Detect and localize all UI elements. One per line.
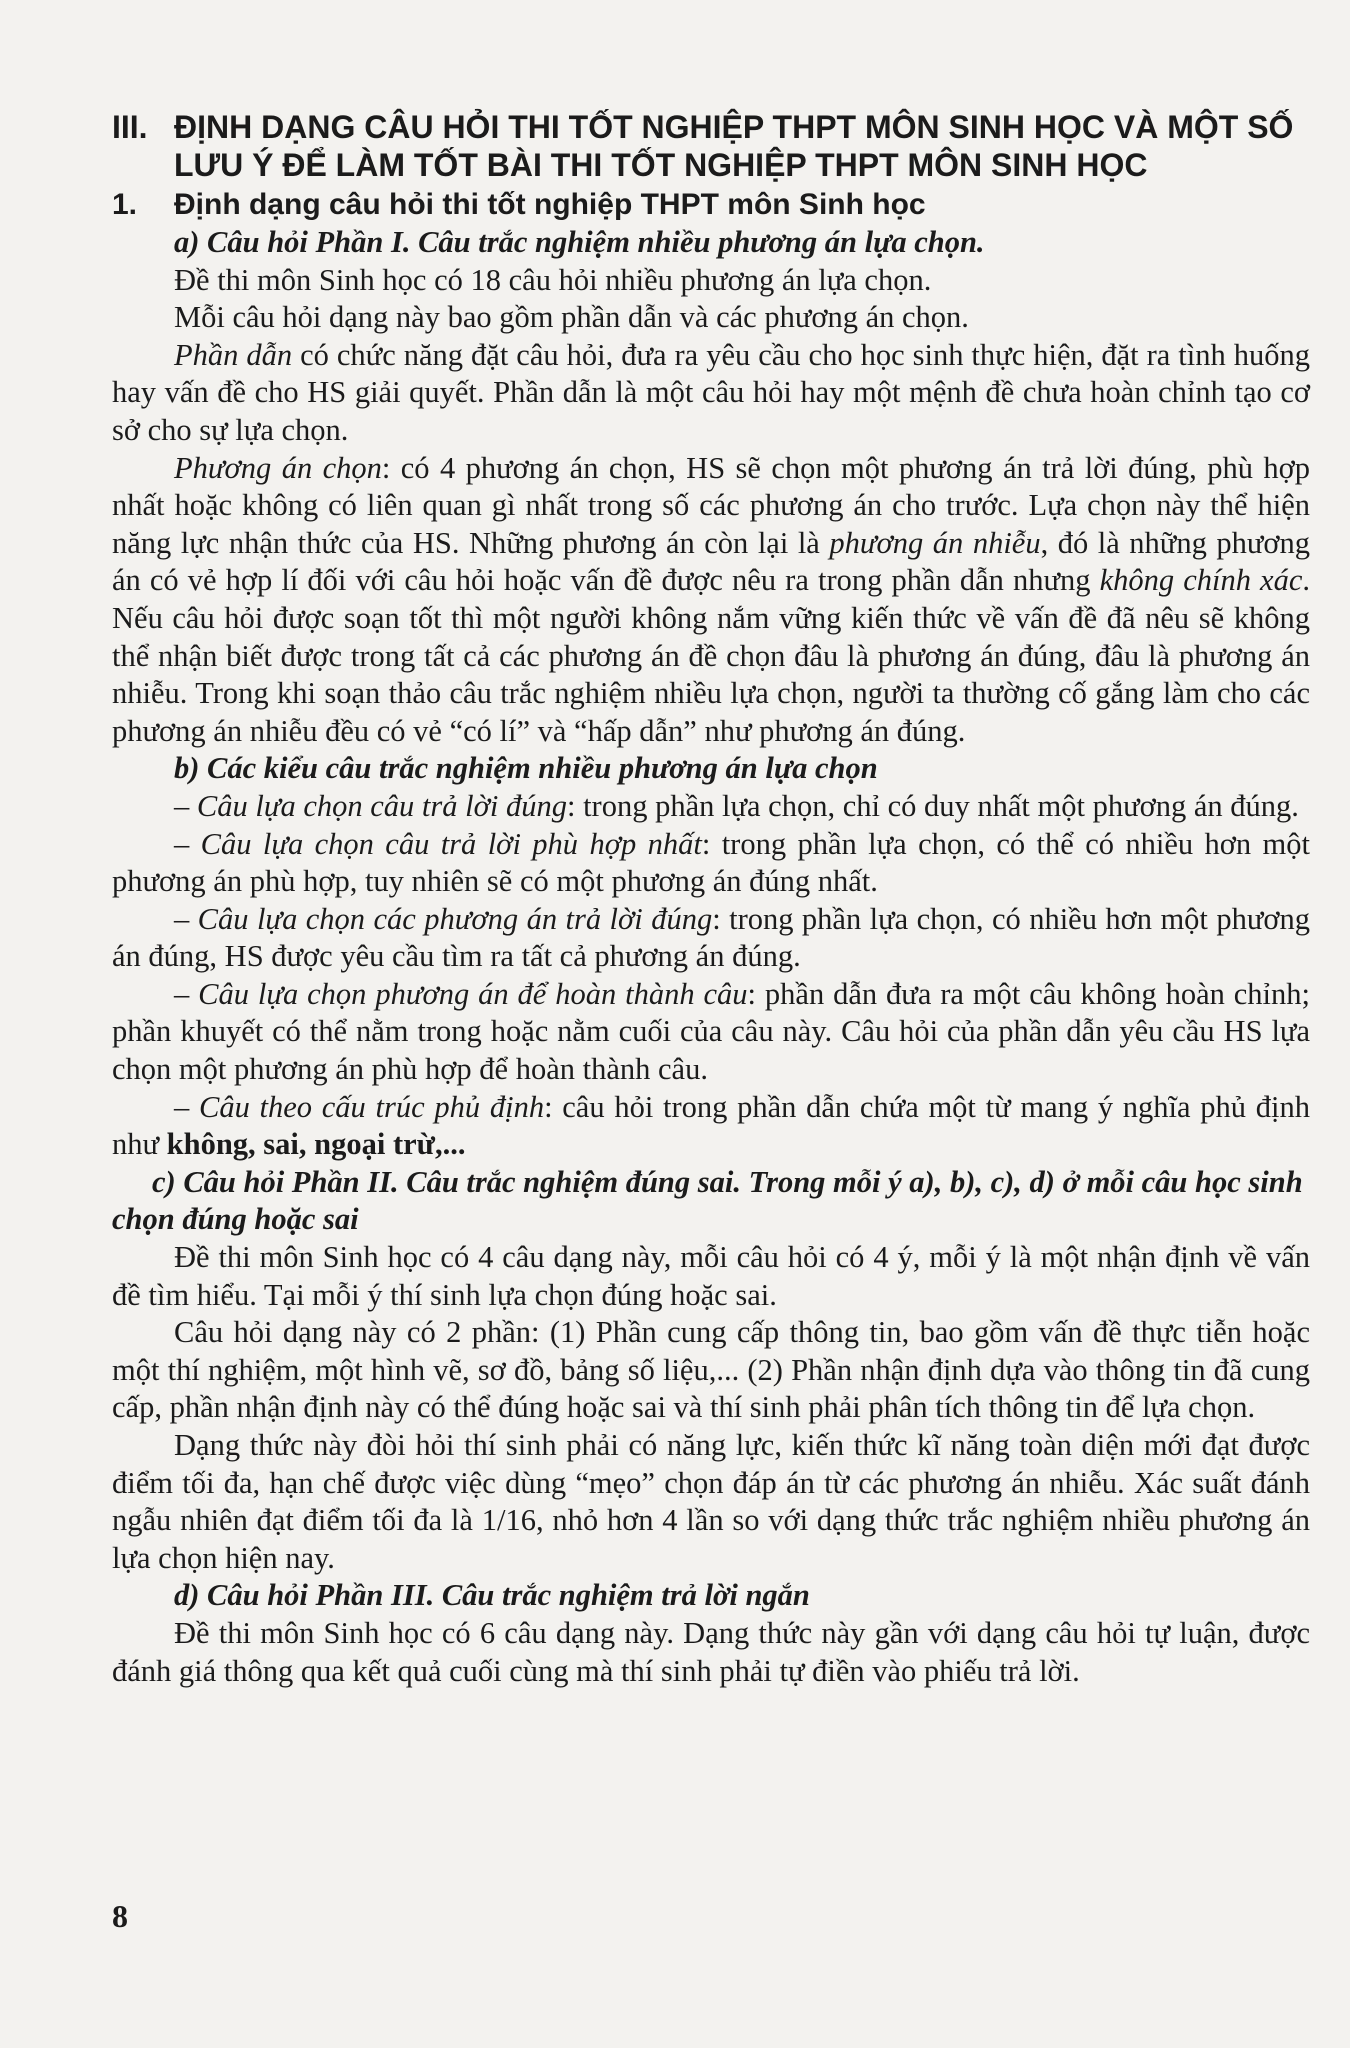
part-a-paragraph-4-text-b: , đó là những phương án có vẻ hợp lí đối với câu hỏi hoặc vấn đề được nêu ra trong phần dẫn nhưng <box>112 525 1310 598</box>
part-d-heading: d) Câu hỏi Phần III. Câu trắc nghiệm trả lời ngắn <box>174 1578 810 1613</box>
part-b-item-term: – Câu lựa chọn phương án để hoàn thành câu <box>174 976 748 1011</box>
part-c-paragraph-3: Dạng thức này đòi hỏi thí sinh phải có năng lực, kiến thức kĩ năng toàn diện mới đạt được điểm tối đa, hạn chế được việc dùng “mẹo” chọn đáp án từ các phương án nhiễu. Xác suất đánh ngẫu nhiên đạt điểm tối đa là 1/16, nhỏ hơn 4 lần so với dạng thức trắc nghiệm nhiều phương án lựa chọn hiện nay. <box>112 1428 1310 1575</box>
term-phuong-an-nhieu: phương án nhiễu <box>829 525 1041 560</box>
part-a-paragraph-2: Mỗi câu hỏi dạng này bao gồm phần dẫn và các phương án chọn. <box>174 300 969 335</box>
section-title: ĐỊNH DẠNG CÂU HỎI THI TỐT NGHIỆP THPT MÔN SINH HỌC VÀ MỘT SỐ LƯU Ý ĐỂ LÀM TỐT BÀI THI TỐT NGHIỆP THPT MÔN SINH HỌC <box>174 109 1294 183</box>
part-b-item-text: : trong phần lựa chọn, có nhiều hơn một phương án đúng, HS được yêu cầu tìm ra tất cả phương án đúng. <box>112 901 1310 974</box>
part-c-paragraph-2: Câu hỏi dạng này có 2 phần: (1) Phần cung cấp thông tin, bao gồm vấn đề thực tiễn hoặc một thí nghiệm, một hình vẽ, sơ đồ, bảng số liệu,... (2) Phần nhận định dựa vào thông tin đã cung cấp, phần nhận định này có thể đúng hoặc sai và thí sinh phải phân tích thông tin để lựa chọn. <box>112 1315 1310 1425</box>
part-b-item-text: : trong phần lựa chọn, chỉ có duy nhất một phương án đúng. <box>566 788 1299 823</box>
part-c-heading: c) Câu hỏi Phần II. Câu trắc nghiệm đúng sai. Trong mỗi ý a), b), c), d) ở mỗi câu học sinh chọn đúng hoặc sai <box>112 1164 1303 1237</box>
part-b-item <box>112 901 1310 976</box>
part-a-paragraph-1: Đề thi môn Sinh học có 18 câu hỏi nhiều phương án lựa chọn. <box>174 262 932 297</box>
part-b-item <box>112 1089 1310 1164</box>
part-a-paragraph-4 <box>112 450 1310 751</box>
part-d-paragraph-1: Đề thi môn Sinh học có 6 câu dạng này. Dạng thức này gần với dạng câu hỏi tự luận, được đánh giá thông qua kết quả cuối cùng mà thí sinh phải tự điền vào phiếu trả lời. <box>112 1615 1310 1688</box>
part-b-item-term: – Câu lựa chọn câu trả lời phù hợp nhất <box>174 826 702 861</box>
subsection-heading <box>112 186 1310 224</box>
term-phuong-an-chon: Phương án chọn <box>174 450 382 485</box>
part-a-paragraph-3-text: có chức năng đặt câu hỏi, đưa ra yêu cầu cho học sinh thực hiện, đặt ra tình huống hay vấn đề cho HS giải quyết. Phần dẫn là một câu hỏi hay một mệnh đề chưa hoàn chỉnh tạo cơ sở cho sự lựa chọn. <box>112 337 1310 447</box>
part-b-item <box>112 788 1310 826</box>
part-b-item-term: – Câu lựa chọn câu trả lời đúng <box>174 788 567 823</box>
part-b-item-term: – Câu lựa chọn các phương án trả lời đúng <box>174 901 713 936</box>
part-b-item-term: – Câu theo cấu trúc phủ định <box>174 1089 545 1124</box>
section-heading <box>112 108 1310 184</box>
term-khong-chinh-xac: không chính xác <box>1099 563 1303 598</box>
part-b-item-text: : phần dẫn đưa ra một câu không hoàn chỉnh; phần khuyết có thể nằm trong hoặc nằm cuối của câu này. Câu hỏi của phần dẫn yêu cầu HS lựa chọn một phương án phù hợp để hoàn thành câu. <box>112 976 1310 1087</box>
part-b-heading: b) Các kiểu câu trắc nghiệm nhiều phương án lựa chọn <box>174 751 878 786</box>
part-a-paragraph-4-text-c: . Nếu câu hỏi được soạn tốt thì một người không nắm vững kiến thức về vấn đề đã nêu sẽ không thể nhận biết được trong tất cả các phương án đề chọn đâu là phương án đúng, đâu là phương án nhiễu. Trong khi soạn thảo câu trắc nghiệm nhiều lựa chọn, người ta thường cố gắng làm cho các phương án nhiễu đều có vẻ “có lí” và “hấp dẫn” như phương án đúng. <box>112 563 1310 748</box>
part-a-paragraph-4-text-a: : có 4 phương án chọn, HS sẽ chọn một phương án trả lời đúng, phù hợp nhất hoặc không có liên quan gì nhất trong số các phương án cho trước. Lựa chọn này thể hiện năng lực nhận thức của HS. Những phương án còn lại là <box>112 450 1310 560</box>
part-b-item <box>112 826 1310 901</box>
part-b-item-bold-text: không, sai, ngoại trừ,... <box>166 1127 466 1162</box>
part-b-item <box>112 976 1310 1089</box>
page-number: 8 <box>112 1898 128 1934</box>
term-phan-dan: Phần dẫn <box>174 337 293 372</box>
part-a-paragraph-3 <box>112 337 1310 450</box>
subsection-title: Định dạng câu hỏi thi tốt nghiệp THPT môn Sinh học <box>174 188 926 221</box>
part-a-heading: a) Câu hỏi Phần I. Câu trắc nghiệm nhiều phương án lựa chọn. <box>174 225 985 259</box>
part-b-item-text: : trong phần lựa chọn, có thể có nhiều hơn một phương án phù hợp, tuy nhiên sẽ có một phương án đúng nhất. <box>112 826 1310 899</box>
part-b-item-text: : câu hỏi trong phần dẫn chứa một từ mang ý nghĩa phủ định như <box>112 1089 1310 1162</box>
section-number: III. <box>112 109 148 145</box>
subsection-number: 1. <box>112 188 138 221</box>
part-c-paragraph-1: Đề thi môn Sinh học có 4 câu dạng này, mỗi câu hỏi có 4 ý, mỗi ý là một nhận định về vấn đề tìm hiểu. Tại mỗi ý thí sinh lựa chọn đúng hoặc sai. <box>112 1240 1310 1312</box>
